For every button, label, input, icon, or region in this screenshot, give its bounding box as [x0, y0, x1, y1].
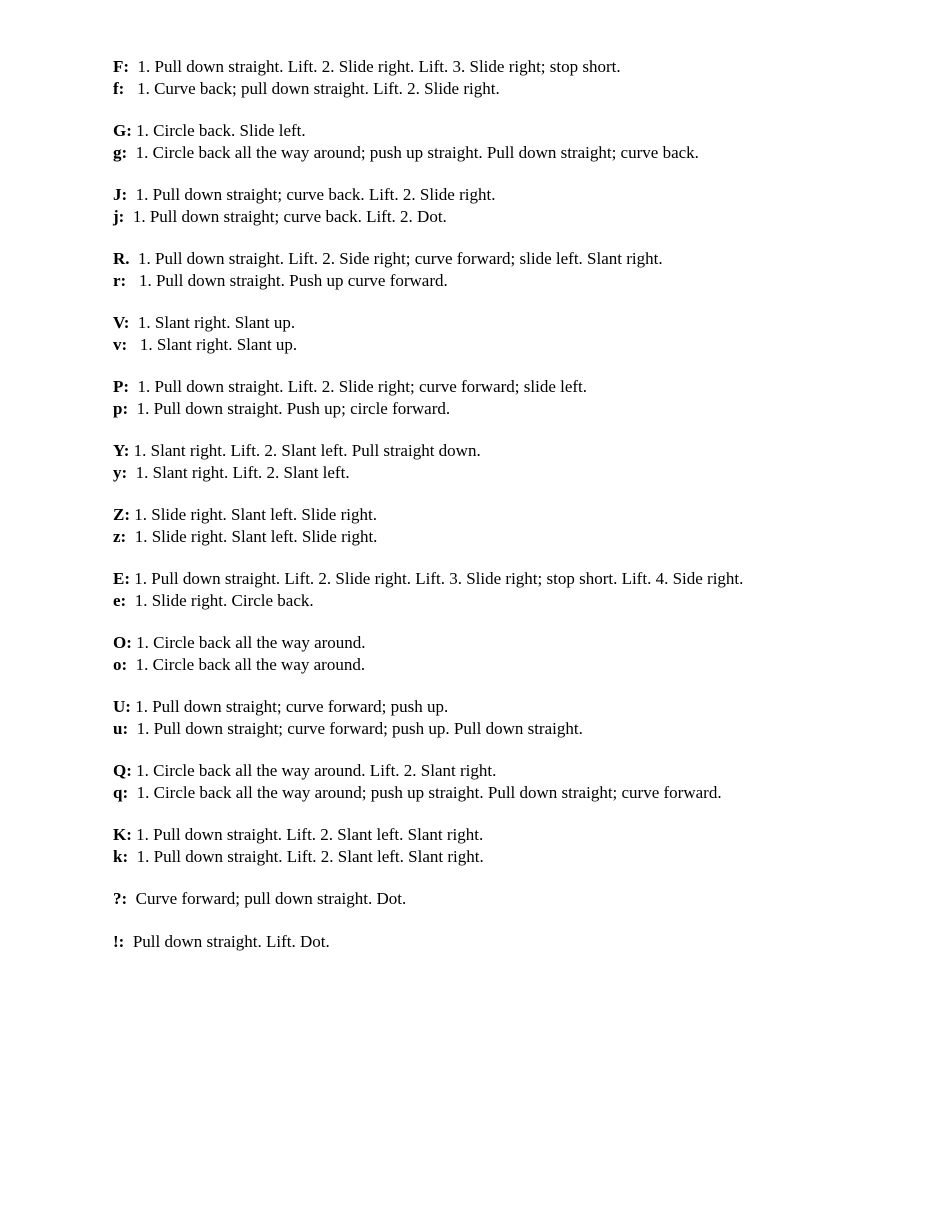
letter-group: [113, 248, 913, 291]
letter-label: E:: [113, 569, 130, 588]
letter-group: [113, 120, 913, 163]
stroke-instructions: 1. Circle back all the way around. Lift. 2. Slant right.: [131, 761, 497, 780]
letter-label: O:: [113, 633, 132, 652]
stroke-instructions: 1. Slant right. Lift. 2. Slant left.: [127, 462, 350, 482]
stroke-instructions: 1. Circle back. Slide left.: [131, 121, 306, 140]
stroke-instructions: 1. Slant right. Slant up.: [129, 313, 296, 332]
stroke-instructions: 1. Slant right. Slant up.: [127, 334, 298, 354]
letter-label: Q:: [113, 761, 132, 780]
stroke-instructions: 1. Circle back all the way around; push up straight. Pull down straight; curve forward.: [128, 782, 722, 802]
stroke-instructions: 1. Pull down straight; curve back. Lift. 2. Slide right.: [127, 185, 496, 204]
letter-group: [113, 931, 913, 953]
letter-group: [113, 568, 913, 611]
stroke-instructions: Pull down straight. Lift. Dot.: [124, 931, 330, 951]
letter-group: [113, 312, 913, 355]
stroke-instructions: Curve forward; pull down straight. Dot.: [127, 889, 407, 908]
stroke-instructions: 1. Pull down straight; curve back. Lift. 2. Dot.: [124, 206, 447, 226]
stroke-instructions: 1. Pull down straight. Lift. 2. Slant left. Slant right.: [131, 825, 484, 844]
letter-label: P:: [113, 377, 130, 396]
instruction-line: [113, 526, 913, 548]
letter-label: K:: [113, 825, 132, 844]
stroke-instructions: 1. Pull down straight. Push up; circle forward.: [128, 398, 451, 418]
instruction-line: [113, 504, 913, 526]
instruction-line: [113, 760, 913, 782]
letter-group: [113, 888, 913, 910]
instruction-line: [113, 398, 913, 420]
instruction-line: [113, 376, 913, 398]
instruction-line: [113, 142, 913, 164]
instruction-line: [113, 846, 913, 868]
letter-label: o:: [113, 654, 128, 674]
letter-label: G:: [113, 121, 132, 140]
letter-label: r:: [113, 270, 127, 290]
stroke-instructions: 1. Slant right. Lift. 2. Slant left. Pull straight down.: [129, 441, 481, 460]
letter-group: [113, 696, 913, 739]
stroke-instructions: 1. Pull down straight; curve forward; push up.: [130, 697, 449, 716]
letter-label: p:: [113, 398, 129, 418]
letter-label: u:: [113, 718, 129, 738]
instruction-line: [113, 120, 913, 142]
letter-label: y:: [113, 462, 128, 482]
instruction-line: [113, 248, 913, 270]
letter-group: [113, 760, 913, 803]
instruction-line: [113, 206, 913, 228]
stroke-instructions: 1. Circle back all the way around; push up straight. Pull down straight; curve back.: [127, 142, 699, 162]
stroke-instructions: 1. Pull down straight. Lift. 2. Slide right. Lift. 3. Slide right; stop short.: [129, 57, 621, 76]
letter-label: k:: [113, 846, 129, 866]
letter-group: [113, 824, 913, 867]
stroke-instructions: 1. Curve back; pull down straight. Lift. 2. Slide right.: [124, 78, 500, 98]
letter-label: !:: [113, 931, 125, 951]
letter-label: j:: [113, 206, 125, 226]
instruction-line: [113, 888, 913, 910]
instruction-line: [113, 184, 913, 206]
letter-label: U:: [113, 697, 131, 716]
instruction-line: [113, 654, 913, 676]
letter-instructions-list: [113, 56, 913, 952]
instruction-line: [113, 440, 913, 462]
stroke-instructions: 1. Pull down straight. Lift. 2. Side right; curve forward; slide left. Slant right.: [129, 249, 663, 268]
letter-group: [113, 440, 913, 483]
instruction-line: [113, 568, 913, 590]
letter-label: J:: [113, 185, 128, 204]
letter-label: Y:: [113, 441, 130, 460]
stroke-instructions: 1. Slide right. Slant left. Slide right.: [130, 505, 377, 524]
stroke-instructions: 1. Slide right. Slant left. Slide right.: [126, 526, 378, 546]
instruction-line: [113, 824, 913, 846]
instruction-line: [113, 931, 913, 953]
instruction-line: [113, 696, 913, 718]
letter-label: z:: [113, 526, 127, 546]
letter-label: Z:: [113, 505, 130, 524]
instruction-line: [113, 56, 913, 78]
stroke-instructions: 1. Slide right. Circle back.: [126, 590, 314, 610]
instruction-line: [113, 590, 913, 612]
letter-label: g:: [113, 142, 128, 162]
instruction-line: [113, 270, 913, 292]
instruction-line: [113, 782, 913, 804]
letter-label: e:: [113, 590, 127, 610]
letter-group: [113, 56, 913, 99]
letter-label: q:: [113, 782, 129, 802]
instruction-line: [113, 78, 913, 100]
letter-group: [113, 184, 913, 227]
letter-label: F:: [113, 57, 130, 76]
instruction-line: [113, 312, 913, 334]
stroke-instructions: 1. Pull down straight; curve forward; push up. Pull down straight.: [128, 718, 583, 738]
letter-group: [113, 632, 913, 675]
stroke-instructions: 1. Pull down straight. Lift. 2. Slant left. Slant right.: [128, 846, 484, 866]
letter-group: [113, 504, 913, 547]
letter-label: ?:: [113, 889, 128, 908]
letter-label: R.: [113, 249, 130, 268]
instruction-line: [113, 462, 913, 484]
letter-group: [113, 376, 913, 419]
stroke-instructions: 1. Pull down straight. Push up curve forward.: [126, 270, 448, 290]
letter-label: v:: [113, 334, 128, 354]
instruction-line: [113, 632, 913, 654]
letter-label: f:: [113, 78, 125, 98]
instruction-line: [113, 334, 913, 356]
stroke-instructions: 1. Pull down straight. Lift. 2. Slide right; curve forward; slide left.: [129, 377, 588, 396]
instruction-line: [113, 718, 913, 740]
document-page: [113, 56, 913, 973]
letter-label: V:: [113, 313, 130, 332]
stroke-instructions: 1. Circle back all the way around.: [127, 654, 366, 674]
stroke-instructions: 1. Circle back all the way around.: [131, 633, 366, 652]
stroke-instructions: 1. Pull down straight. Lift. 2. Slide right. Lift. 3. Slide right; stop short. Lift. 4. Side right.: [130, 569, 744, 588]
